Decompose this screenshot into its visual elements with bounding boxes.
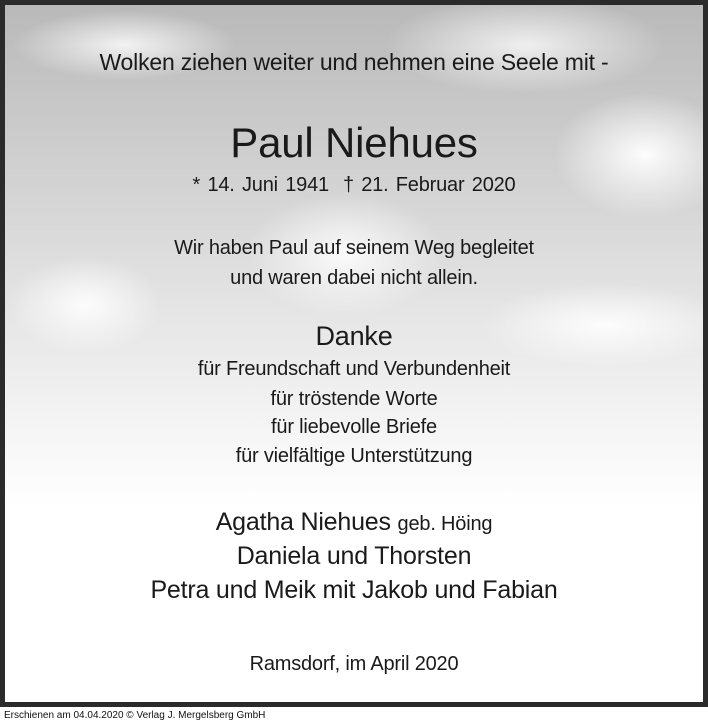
- place-date: Ramsdorf, im April 2020: [249, 653, 459, 675]
- birth-date: * 14. Juni 1941: [192, 174, 329, 196]
- mourner-line: Daniela und Thorsten: [236, 542, 472, 570]
- thanks-line: für Freundschaft und Verbundenheit: [197, 358, 511, 380]
- thanks-heading: Danke: [315, 321, 393, 351]
- life-dates: [5, 174, 703, 197]
- mourner-name: Agatha Niehues: [215, 508, 391, 536]
- thanks-line: für tröstende Worte: [270, 388, 438, 410]
- motto: Wolken ziehen weiter und nehmen eine Seele mit -: [99, 49, 609, 75]
- deceased-name: Paul Niehues: [230, 119, 478, 166]
- thanks-line: für vielfältige Unterstützung: [235, 445, 473, 467]
- mourner-line: [5, 508, 703, 537]
- phrase-line: und waren dabei nicht allein.: [230, 267, 478, 289]
- mourner-line: Petra und Meik mit Jakob und Fabian: [150, 576, 558, 604]
- maiden-name-note: geb. Höing: [397, 513, 493, 535]
- death-date: † 21. Februar 2020: [342, 174, 516, 196]
- publication-footer: Erschienen am 04.04.2020 © Verlag J. Mergelsberg GmbH: [0, 707, 708, 724]
- thanks-line: für liebevolle Briefe: [271, 416, 437, 438]
- phrase-line: Wir haben Paul auf seinem Weg begleitet: [174, 237, 534, 259]
